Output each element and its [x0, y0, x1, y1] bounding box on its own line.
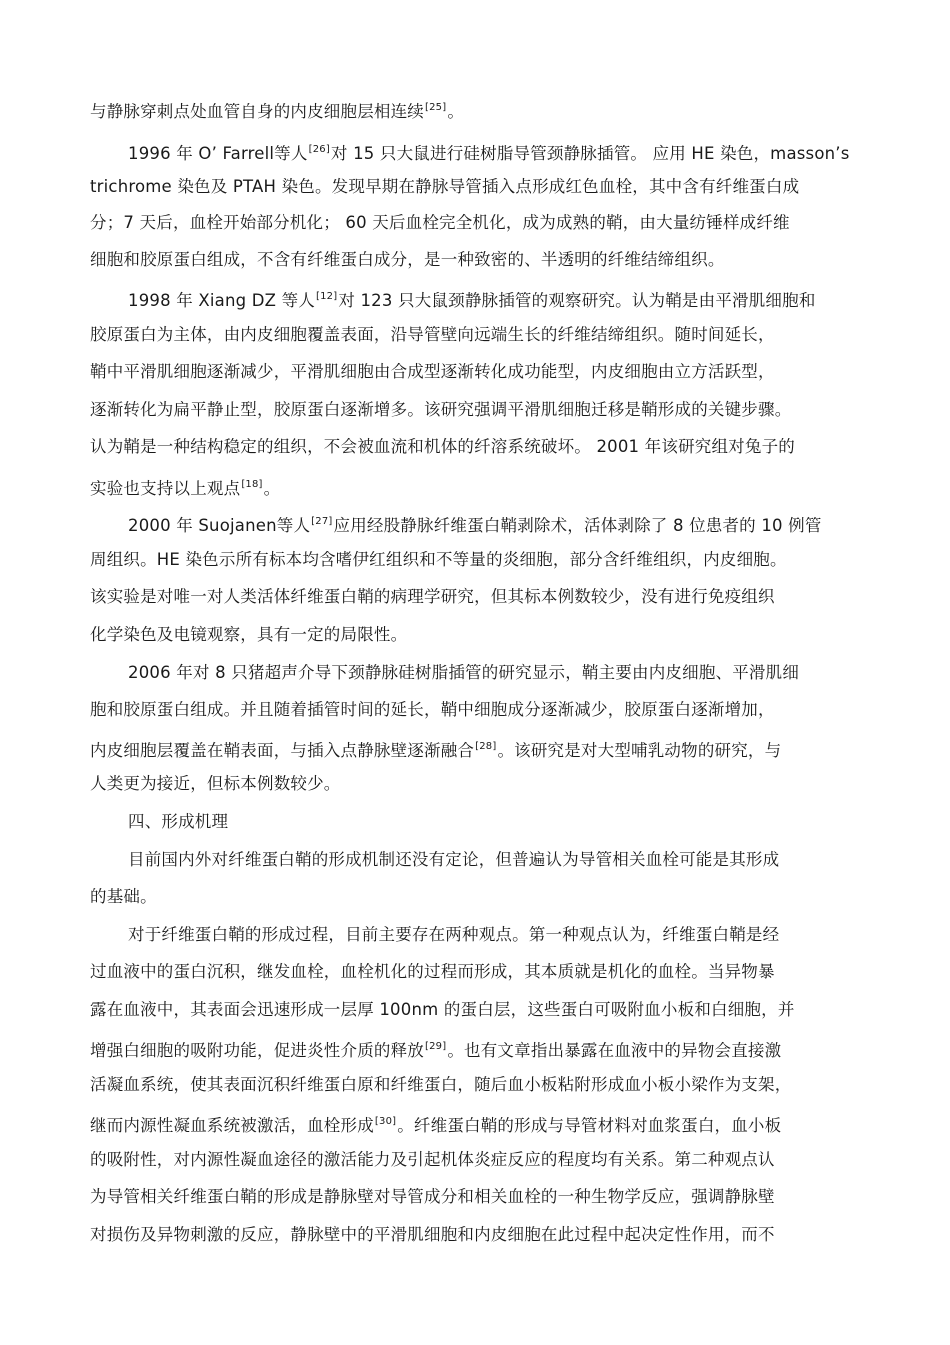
text-line: 逐渐转化为扁平静止型，胶原蛋白逐渐增多。该研究强调平滑肌细胞迁移是鞘形成的关键步骤。: [90, 400, 792, 419]
text-line: 认为鞘是一种结构稳定的组织，不会被血流和机体的纤溶系统破坏。 2001 年该研究组对兔子的: [90, 437, 795, 456]
section-heading: 四、形成机理: [128, 812, 229, 831]
text-line: 2006 年对 8 只猪超声介导下颈静脉硅树脂插管的研究显示，鞘主要由内皮细胞、平滑肌细: [128, 663, 800, 682]
text-line: 分；7 天后，血栓开始部分机化； 60 天后血栓完全机化，成为成熟的鞘，由大量纺锤样成纤维: [90, 213, 790, 232]
text-line: 与静脉穿刺点处血管自身的内皮细胞层相连续[25]。: [90, 102, 465, 121]
text-line: 人类更为接近，但标本例数较少。: [90, 774, 341, 793]
text-line: 1998 年 Xiang DZ 等人[12]对 123 只大鼠颈静脉插管的观察研究。认为鞘是由平滑肌细胞和: [128, 291, 816, 310]
text-line: 对损伤及异物刺激的反应，静脉壁中的平滑肌细胞和内皮细胞在此过程中起决定性作用，而不: [90, 1225, 775, 1244]
citation-ref: [29]: [425, 1041, 447, 1052]
text-line: 胶原蛋白为主体，由内皮细胞覆盖表面，沿导管壁向远端生长的纤维结缔组织。随时间延长，: [90, 325, 775, 344]
citation-ref: [27]: [311, 516, 333, 527]
text-line: trichrome 染色及 PTAH 染色。发现早期在静脉导管插入点形成红色血栓，其中含有纤维蛋白成: [90, 177, 800, 196]
text-line: 内皮细胞层覆盖在鞘表面，与插入点静脉壁逐渐融合[28]。该研究是对大型哺乳动物的研究，与: [90, 741, 782, 760]
citation-ref: [12]: [316, 291, 338, 302]
text-line: 周组织。HE 染色示所有标本均含嗜伊红组织和不等量的炎细胞，部分含纤维组织，内皮细胞。: [90, 550, 787, 569]
citation-ref: [25]: [425, 102, 447, 113]
text-line: 鞘中平滑肌细胞逐渐减少，平滑肌细胞由合成型逐渐转化成功能型，内皮细胞由立方活跃型，: [90, 362, 775, 381]
text-line: 化学染色及电镜观察，具有一定的局限性。: [90, 625, 408, 644]
text-line: 露在血液中，其表面会迅速形成一层厚 100nm 的蛋白层，这些蛋白可吸附血小板和白细胞，并: [90, 1000, 795, 1019]
text-line: 胞和胶原蛋白组成。并且随着插管时间的延长，鞘中细胞成分逐渐减少，胶原蛋白逐渐增加，: [90, 700, 775, 719]
text-line: 实验也支持以上观点[18]。: [90, 479, 281, 498]
text-line: 的吸附性，对内源性凝血途径的激活能力及引起机体炎症反应的程度均有关系。第二种观点认: [90, 1150, 775, 1169]
text-line: 对于纤维蛋白鞘的形成过程，目前主要存在两种观点。第一种观点认为，纤维蛋白鞘是经: [128, 925, 780, 944]
text-line: 2000 年 Suojanen等人[27]应用经股静脉纤维蛋白鞘剥除术，活体剥除了 8 位患者的 10 例管: [128, 516, 822, 535]
text-line: 该实验是对唯一对人类活体纤维蛋白鞘的病理学研究，但其标本例数较少，没有进行免疫组织: [90, 587, 775, 606]
text-line: 活凝血系统，使其表面沉积纤维蛋白原和纤维蛋白，随后血小板粘附形成血小板小梁作为支架，: [90, 1075, 792, 1094]
text-line: 细胞和胶原蛋白组成，不含有纤维蛋白成分，是一种致密的、半透明的纤维结缔组织。: [90, 250, 725, 269]
text-line: 增强白细胞的吸附功能，促进炎性介质的释放[29]。也有文章指出暴露在血液中的异物会直接激: [90, 1041, 782, 1060]
citation-ref: [18]: [241, 479, 263, 490]
text-line: 过血液中的蛋白沉积，继发血栓，血栓机化的过程而形成，其本质就是机化的血栓。当异物暴: [90, 962, 775, 981]
text-line: 目前国内外对纤维蛋白鞘的形成机制还没有定论，但普遍认为导管相关血栓可能是其形成: [128, 850, 780, 869]
citation-ref: [28]: [475, 741, 497, 752]
citation-ref: [30]: [374, 1116, 397, 1127]
citation-ref: [26]: [308, 144, 330, 155]
text-line: 为导管相关纤维蛋白鞘的形成是静脉壁对导管成分和相关血栓的一种生物学反应，强调静脉壁: [90, 1187, 775, 1206]
text-line: 的基础。: [90, 887, 157, 906]
text-line: 继而内源性凝血系统被激活，血栓形成[30]。纤维蛋白鞘的形成与导管材料对血浆蛋白，血小板: [90, 1116, 782, 1135]
text-line: 1996 年 O’ Farrell等人[26]对 15 只大鼠进行硅树脂导管颈静脉插管。 应用 HE 染色，masson’s: [128, 144, 850, 163]
